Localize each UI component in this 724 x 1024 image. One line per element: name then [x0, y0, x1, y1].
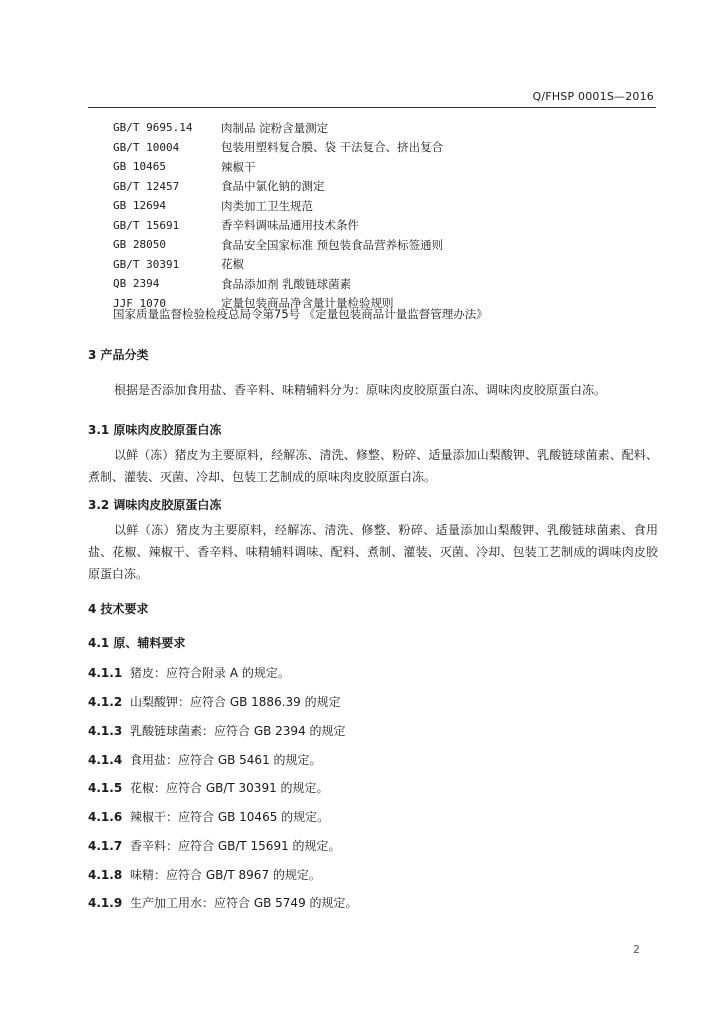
normative-references-list — [113, 118, 443, 313]
section-3-2-heading: 3.2 调味肉皮胶原蛋白冻 — [88, 498, 222, 512]
item-text: 乳酸链球菌素：应符合 GB 2394 的规定 — [130, 724, 346, 738]
reference-row — [113, 157, 443, 177]
item-text: 猪皮：应符合附录 A 的规定。 — [130, 666, 290, 680]
reference-title: 花椒 — [221, 257, 244, 272]
reference-title: 肉制品 淀粉含量测定 — [221, 120, 329, 135]
section-3-1-heading: 3.1 原味肉皮胶原蛋白冻 — [88, 423, 222, 437]
page-number: 2 — [633, 943, 640, 956]
list-item — [88, 722, 346, 739]
reference-code: GB/T 10004 — [113, 140, 180, 154]
item-text: 辣椒干：应符合 GB 10465 的规定。 — [130, 810, 330, 824]
reference-row — [113, 255, 443, 275]
item-number: 4.1.8 — [88, 868, 123, 882]
reference-code: GB/T 12457 — [113, 179, 180, 193]
header-divider — [88, 107, 656, 108]
reference-code: GB 28050 — [113, 238, 166, 252]
item-number: 4.1.1 — [88, 666, 123, 680]
reference-row — [113, 235, 443, 255]
list-item — [88, 808, 329, 825]
reference-title: 肉类加工卫生规范 — [221, 198, 313, 213]
reference-title: 食品中氯化钠的测定 — [221, 179, 325, 194]
document-code-header: Q/FHSP 0001S—2016 — [532, 90, 654, 103]
item-text: 香辛料：应符合 GB/T 15691 的规定。 — [130, 839, 341, 853]
reference-code: GB 10465 — [113, 160, 166, 174]
reference-code: GB/T 15691 — [113, 218, 180, 232]
item-number: 4.1.5 — [88, 781, 123, 795]
item-number: 4.1.3 — [88, 724, 123, 738]
list-item — [88, 894, 358, 911]
reference-title: 包装用塑料复合膜、袋 干法复合、挤出复合 — [221, 140, 444, 155]
item-number: 4.1.6 — [88, 810, 123, 824]
reference-code: QB 2394 — [113, 277, 160, 291]
reference-title: 香辛料调味品通用技术条件 — [221, 218, 359, 233]
section-3-2-paragraph: 以鲜（冻）猪皮为主要原料，经解冻、清洗、修整、粉碎、适量添加山梨酸钾、乳酸链球菌素、食用盐、花椒、辣椒干、香辛料、味精辅料调味、配料、煮制、灌装、灭菌、冷却、包装工艺制成的调味肉皮胶原蛋白冻。 — [88, 523, 658, 581]
reference-row — [113, 196, 443, 216]
reference-code: JJF 1070 — [113, 296, 166, 310]
reference-title: 食品添加剂 乳酸链球菌素 — [221, 276, 352, 291]
item-text: 山梨酸钾：应符合 GB 1886.39 的规定 — [130, 695, 341, 709]
reference-title: 食品安全国家标准 预包装食品营养标签通则 — [221, 237, 444, 252]
reference-note: 国家质量监督检验检疫总局令第75号 《定量包装商品计量监督管理办法》 — [113, 307, 488, 321]
item-text: 味精：应符合 GB/T 8967 的规定。 — [130, 868, 321, 882]
item-text: 食用盐：应符合 GB 5461 的规定。 — [130, 753, 322, 767]
list-item — [88, 664, 290, 681]
item-number: 4.1.2 — [88, 695, 123, 709]
list-item — [88, 866, 321, 883]
reference-row — [113, 274, 443, 294]
section-4-1-heading: 4.1 原、辅料要求 — [88, 636, 186, 650]
reference-row — [113, 138, 443, 158]
reference-title: 辣椒干 — [221, 159, 256, 174]
item-text: 生产加工用水：应符合 GB 5749 的规定。 — [130, 896, 358, 910]
item-number: 4.1.4 — [88, 753, 123, 767]
reference-title: 定量包装商品净含量计量检验规则 — [221, 296, 394, 311]
reference-row — [113, 118, 443, 138]
item-number: 4.1.9 — [88, 896, 123, 910]
reference-code: GB/T 30391 — [113, 257, 180, 271]
list-item — [88, 751, 322, 768]
item-number: 4.1.7 — [88, 839, 123, 853]
list-item — [88, 693, 341, 710]
list-item — [88, 837, 341, 854]
section-3-heading: 3 产品分类 — [88, 348, 149, 362]
reference-code: GB 12694 — [113, 199, 166, 213]
section-4-heading: 4 技术要求 — [88, 602, 149, 616]
reference-row — [113, 177, 443, 197]
section-3-paragraph: 根据是否添加食用盐、香辛料、味精辅料分为：原味肉皮胶原蛋白冻、调味肉皮胶原蛋白冻。 — [114, 383, 607, 397]
section-3-1-paragraph: 以鲜（冻）猪皮为主要原料，经解冻、清洗、修整、粉碎、适量添加山梨酸钾、乳酸链球菌素、配料、煮制、灌装、灭菌、冷却、包装工艺制成的原味肉皮胶原蛋白冻。 — [88, 448, 658, 484]
reference-code: GB/T 9695.14 — [113, 121, 193, 135]
list-item — [88, 779, 329, 796]
reference-row — [113, 216, 443, 236]
item-text: 花椒：应符合 GB/T 30391 的规定。 — [130, 781, 329, 795]
